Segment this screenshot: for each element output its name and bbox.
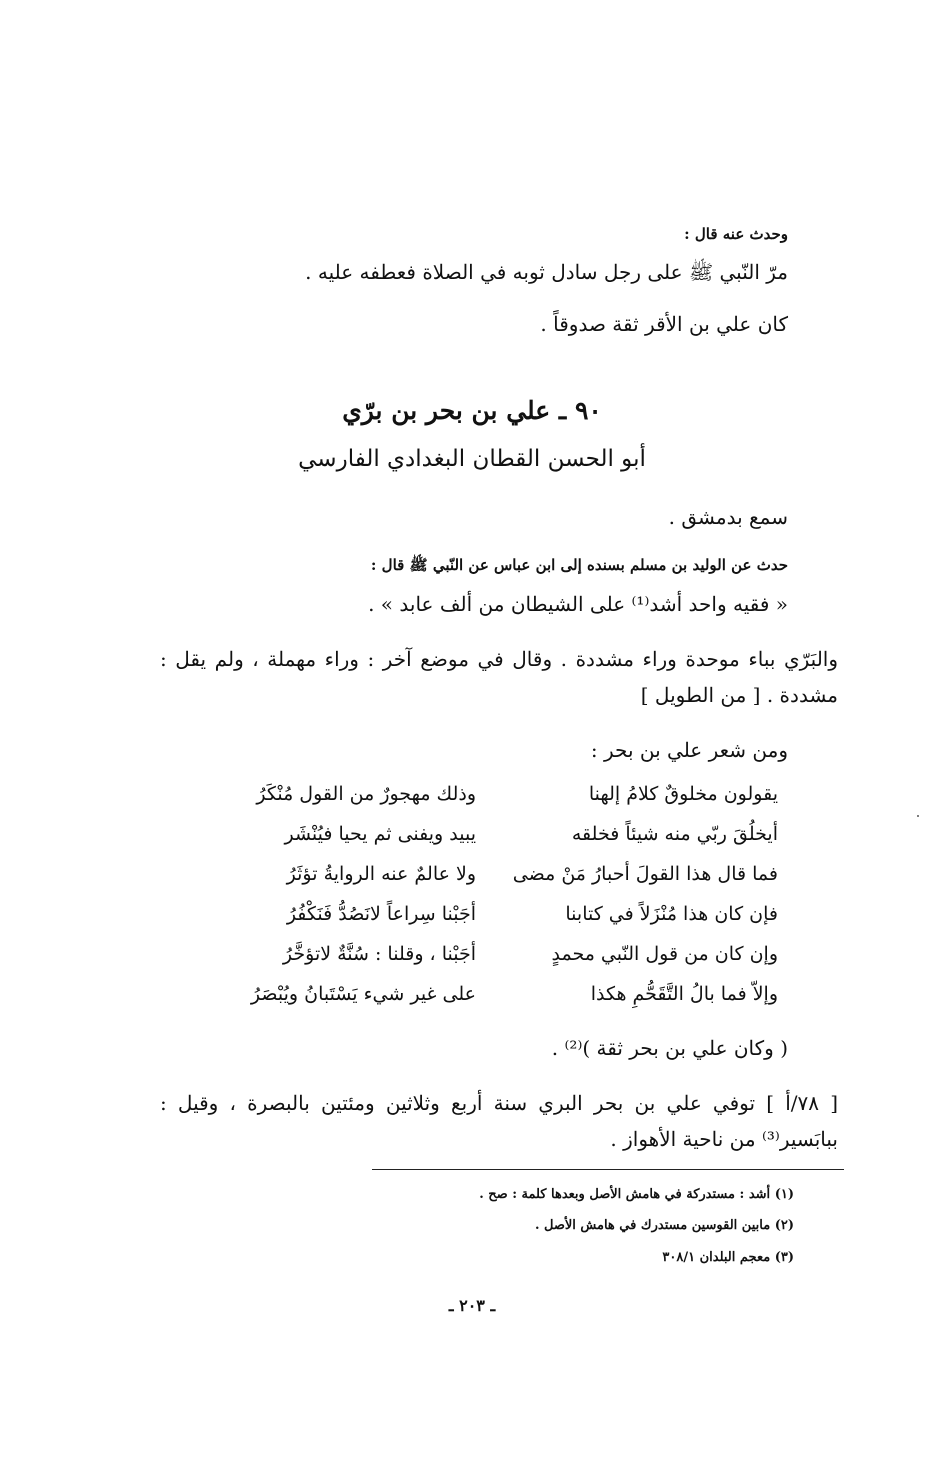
isnad-line: حدث عن الوليد بن مسلم بسنده إلى ابن عباس عن النّبي ﷺ قال :: [370, 556, 788, 574]
verse-hemistich-left: أجَبْنا ، وقلنا : سُنَّةٌ لاتؤخَّرُ: [282, 943, 476, 965]
verse-hemistich-right: أيخلُقَ ربّي منه شيئاً فخلقه: [571, 823, 778, 845]
death-line-2: ببابَسير⁽³⁾ من ناحية الأهواز .: [610, 1127, 838, 1151]
entry-title: ٩٠ ـ علي بن بحر بن برّي: [342, 396, 602, 425]
grading-line: كان علي بن الأقر ثقة صدوقاً .: [540, 312, 788, 336]
poetry-intro: ومن شعر علي بن بحر :: [590, 738, 788, 762]
verse-hemistich-left: على غير شيء يَسْتَبانُ ويُبْصَرُ: [250, 983, 476, 1005]
page-number: ـ ٢٠٣ ـ: [448, 1296, 496, 1315]
intro-label: وحدث عنه قال :: [684, 225, 788, 243]
verse-hemistich-left: وذلك مهجورٌ من القول مُنْكَرُ: [256, 783, 476, 805]
verse-hemistich-right: فما قال هذا القولَ أحبارُ مَنْ مضى: [512, 863, 778, 885]
footnote-3: (٣) معجم البلدان ٣٠٨/١: [662, 1250, 794, 1265]
entry-kunya: أبو الحسن القطان البغدادي الفارسي: [298, 446, 646, 472]
verse-hemistich-right: وإن كان من قول النّبي محمدٍ: [551, 943, 778, 965]
heard-at-line: سمع بدمشق .: [668, 505, 788, 529]
verse-hemistich-left: يبيد ويفنى ثم يحيا فيُنْشَر: [284, 823, 476, 845]
verse-hemistich-left: ولا عالمٌ عنه الروايةُ تؤثَرُ: [286, 863, 476, 885]
verse-hemistich-right: فإن كان هذا مُنْزَلاً في كتابنا: [565, 903, 778, 925]
note-line-1: والبَرّي بباء موحدة وراء مشددة . وقال في موضع آخر : وراء مهملة ، ولم يقل :: [160, 647, 838, 671]
verse-hemistich-right: يقولون مخلوقٌ كلامُ إلهنا: [588, 783, 778, 805]
death-line-1: [ ٧٨/أ ] توفي علي بن بحر البري سنة أربع وثلاثين ومئتين بالبصرة ، وقيل :: [160, 1091, 838, 1115]
hadith-text: « فقيه واحد أشد⁽¹⁾ على الشيطان من ألف عابد » .: [368, 592, 788, 616]
note-line-2: مشددة . [ من الطويل ]: [640, 683, 838, 707]
hadith-line: مرّ النّبي ﷺ على رجل سادل ثوبه في الصلاة فعطفه عليه .: [305, 260, 788, 284]
footnote-1: (١) أشد : مستدركة في هامش الأصل وبعدها كلمة : صح .: [479, 1187, 794, 1202]
poem-closing: ( وكان علي بن بحر ثقة )⁽²⁾ .: [551, 1036, 788, 1060]
footnote-2: (٢) مابين القوسين مستدرك في هامش الأصل .: [534, 1218, 794, 1233]
verse-hemistich-left: أجَبْنا سِراعاً لانَصُدُّ فَنَكْفُرُ: [286, 903, 476, 925]
verse-hemistich-right: وإلاّ فما بالُ التَّقَحُّمِ هكذا: [590, 983, 778, 1005]
scan-speck: [917, 815, 919, 817]
footnote-divider: [372, 1169, 844, 1170]
